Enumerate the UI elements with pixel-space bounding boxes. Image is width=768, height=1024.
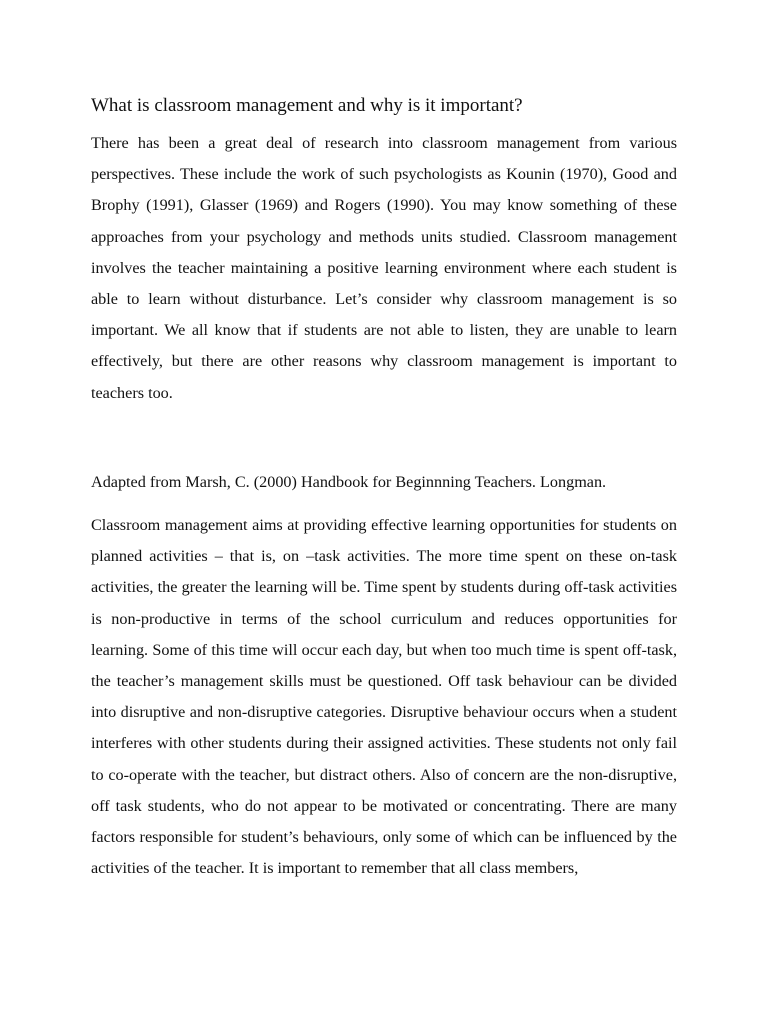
intro-paragraph: There has been a great deal of research into classroom management from various perspectives. These include the work of such psychologists as Kounin (1970), Good and Brophy (1991), Glasser (1969) and Rogers (1990). You may know something of these approaches from your psychology and methods units studied. Classroom management involves the teacher maintaining a positive learning environment where each student is able to learn without disturbance. Let’s consider why classroom management is so important. We all know that if students are not able to listen, they are unable to learn effectively, but there are other reasons why classroom management is important to teachers too. — [91, 134, 677, 402]
document-body — [91, 92, 677, 884]
body-paragraph: Classroom management aims at providing effective learning opportunities for students on planned activities – that is, on –task activities. The more time spent on these on-task activities, the greater the learning will be. Time spent by students during off-task activities is non-productive in terms of the school curriculum and reduces opportunities for learning. Some of this time will occur each day, but when too much time is spent off-task, the teacher’s management skills must be questioned. Off task behaviour can be divided into disruptive and non-disruptive categories. Disruptive behaviour occurs when a student interferes with other students during their assigned activities. These students not only fail to co-operate with the teacher, but distract others. Also of concern are the non-disruptive, off task students, who do not appear to be motivated or concentrating. There are many factors responsible for student’s behaviours, only some of which can be influenced by the activities of the teacher. It is important to remember that all class members, — [91, 516, 677, 878]
page-title: What is classroom management and why is it important? — [91, 95, 523, 116]
source-citation: Adapted from Marsh, C. (2000) Handbook for Beginnning Teachers. Longman. — [91, 472, 607, 491]
